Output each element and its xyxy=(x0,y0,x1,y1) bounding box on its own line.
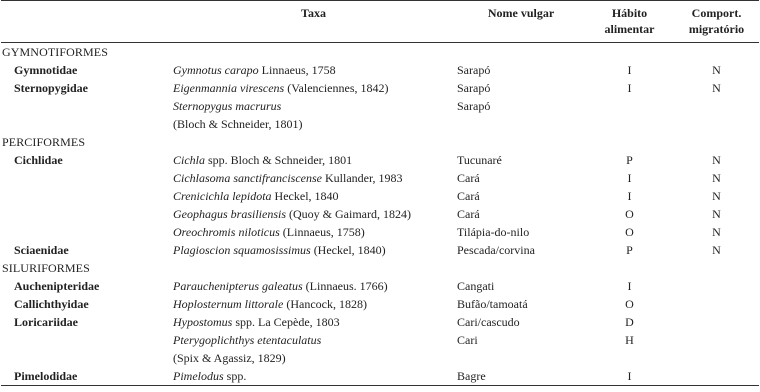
species-line xyxy=(173,331,457,349)
table-header-row xyxy=(1,1,759,43)
table-row xyxy=(1,187,759,205)
migratory-behavior-column-header xyxy=(674,1,759,43)
species-line xyxy=(173,205,457,223)
family-cell: Auchenipteridae xyxy=(14,279,100,293)
migratory-behavior-cell: N xyxy=(712,153,721,167)
migratory-behavior-cell xyxy=(674,313,759,331)
species-cell xyxy=(172,223,457,241)
species-scientific-name: Gymnotus carapo xyxy=(173,63,259,77)
species-line xyxy=(173,79,457,97)
table-body xyxy=(1,43,759,386)
family-cell: Gymnotidae xyxy=(14,63,78,77)
migratory-behavior-cell: N xyxy=(712,225,721,239)
fish-taxa-table xyxy=(1,0,759,386)
species-line xyxy=(173,241,457,259)
family-cell: Sternopygidae xyxy=(14,81,89,95)
common-name-column-header: Nome vulgar xyxy=(457,1,585,43)
common-name-cell: Sarapó xyxy=(457,81,491,95)
family-cell xyxy=(1,331,172,367)
species-scientific-name: Parauchenipterus galeatus xyxy=(173,279,303,293)
order-label: SILURIFORMES xyxy=(2,261,90,275)
migratory-behavior-cell: N xyxy=(712,207,721,221)
common-name-cell: Sarapó xyxy=(457,99,491,113)
table-row xyxy=(1,97,759,133)
feeding-habit-cell: H xyxy=(625,333,634,347)
family-cell: Callichthyidae xyxy=(14,297,89,311)
species-scientific-name: Oreochromis niloticus xyxy=(173,225,280,239)
order-label: PERCIFORMES xyxy=(2,135,86,149)
table-row xyxy=(1,313,759,331)
species-authority: (Linnaeus, 1758) xyxy=(279,225,365,239)
table-row xyxy=(1,61,759,79)
family-cell xyxy=(1,169,172,187)
species-line xyxy=(173,367,457,385)
feeding-habit-header-line-1: Hábito xyxy=(611,6,648,20)
species-cell xyxy=(172,97,457,133)
common-name-cell: Tucunaré xyxy=(457,153,502,167)
species-authority: (Heckel, 1840) xyxy=(310,243,386,257)
species-scientific-name: Cichlasoma sanctifranciscense xyxy=(173,171,322,185)
species-line xyxy=(173,115,457,133)
family-cell: Loricariidae xyxy=(14,315,78,329)
family-cell: Sciaenidae xyxy=(14,243,69,257)
species-authority: (Hancock, 1828) xyxy=(283,297,367,311)
species-authority: Linnaeus, 1758 xyxy=(258,63,336,77)
taxa-column-header: Taxa xyxy=(172,1,457,43)
family-cell xyxy=(1,223,172,241)
family-column-header xyxy=(1,1,172,43)
species-cell xyxy=(172,169,457,187)
order-label: GYMNOTIFORMES xyxy=(2,45,108,59)
species-cell xyxy=(172,79,457,97)
common-name-cell: Cangati xyxy=(457,279,495,293)
feeding-habit-cell: I xyxy=(627,189,632,203)
common-name-cell: Cari/cascudo xyxy=(457,315,520,329)
species-authority: spp. La Cepède, 1803 xyxy=(232,315,340,329)
order-row xyxy=(1,133,759,151)
common-name-cell: Cará xyxy=(457,171,480,185)
feeding-habit-cell: I xyxy=(627,171,632,185)
table-row xyxy=(1,277,759,295)
order-row xyxy=(1,259,759,277)
species-cell xyxy=(172,295,457,313)
species-authority: (Bloch & Schneider, 1801) xyxy=(173,117,303,131)
feeding-habit-cell: O xyxy=(625,297,634,311)
species-line xyxy=(173,187,457,205)
feeding-habit-column-header xyxy=(585,1,674,43)
species-line xyxy=(173,223,457,241)
species-line xyxy=(173,277,457,295)
common-name-cell: Bufão/tamoatá xyxy=(457,297,528,311)
species-cell xyxy=(172,241,457,259)
species-authority: Heckel, 1840 xyxy=(271,189,339,203)
common-name-cell: Cari xyxy=(457,333,478,347)
migratory-behavior-cell xyxy=(674,277,759,295)
species-cell xyxy=(172,313,457,331)
order-row xyxy=(1,43,759,62)
migratory-behavior-cell: N xyxy=(712,243,721,257)
feeding-habit-cell: O xyxy=(625,207,634,221)
species-scientific-name: Hoplosternum littorale xyxy=(173,297,284,311)
species-line xyxy=(173,151,457,169)
migratory-behavior-cell: N xyxy=(712,63,721,77)
family-cell xyxy=(1,187,172,205)
migratory-header-line-1: Comport. xyxy=(691,6,742,20)
common-name-cell: Cará xyxy=(457,189,480,203)
common-name-cell: Cará xyxy=(457,207,480,221)
migratory-behavior-cell: N xyxy=(712,189,721,203)
migratory-behavior-cell xyxy=(674,295,759,313)
feeding-habit-cell: P xyxy=(626,153,633,167)
species-scientific-name: Sternopygus macrurus xyxy=(173,99,282,113)
family-cell: Cichlidae xyxy=(14,153,63,167)
species-cell xyxy=(172,331,457,367)
species-authority: (Spix & Agassiz, 1829) xyxy=(173,351,286,365)
common-name-cell: Sarapó xyxy=(457,63,491,77)
table-row xyxy=(1,241,759,259)
species-authority: spp. Bloch & Schneider, 1801 xyxy=(205,153,353,167)
feeding-habit-cell: I xyxy=(585,367,674,386)
feeding-habit-cell: I xyxy=(627,63,632,77)
common-name-cell: Pescada/corvina xyxy=(457,243,535,257)
species-line xyxy=(173,349,457,367)
species-cell xyxy=(172,277,457,295)
feeding-habit-header-line-2: alimentar xyxy=(604,22,655,36)
family-cell xyxy=(1,97,172,133)
migratory-behavior-cell: N xyxy=(712,81,721,95)
feeding-habit-cell: I xyxy=(627,81,632,95)
species-scientific-name: Geophagus brasiliensis xyxy=(173,207,287,221)
table-row xyxy=(1,151,759,169)
feeding-habit-cell: D xyxy=(625,315,634,329)
species-scientific-name: Eigenmannia virescens xyxy=(173,81,285,95)
species-cell xyxy=(172,367,457,386)
species-cell xyxy=(172,151,457,169)
feeding-habit-cell: I xyxy=(627,279,632,293)
species-authority: (Valenciennes, 1842) xyxy=(284,81,389,95)
species-scientific-name: Plagioscion squamosissimus xyxy=(173,243,311,257)
species-scientific-name: Pimelodus xyxy=(173,369,224,383)
species-line xyxy=(173,61,457,79)
feeding-habit-cell: O xyxy=(625,225,634,239)
table-row xyxy=(1,295,759,313)
species-authority: Kullander, 1983 xyxy=(321,171,403,185)
table-row xyxy=(1,205,759,223)
species-authority: spp. xyxy=(223,369,247,383)
species-cell xyxy=(172,205,457,223)
migratory-behavior-cell: N xyxy=(712,171,721,185)
migratory-behavior-cell xyxy=(674,367,759,386)
species-scientific-name: Crenicichla lepidota xyxy=(173,189,272,203)
family-cell xyxy=(1,205,172,223)
species-line xyxy=(173,169,457,187)
table-row xyxy=(1,169,759,187)
species-cell xyxy=(172,61,457,79)
migratory-behavior-cell xyxy=(674,97,759,133)
migratory-behavior-cell xyxy=(674,331,759,367)
species-authority: (Quoy & Gaimard, 1824) xyxy=(286,207,411,221)
table-row xyxy=(1,79,759,97)
species-line xyxy=(173,295,457,313)
species-authority: (Linnaeus. 1766) xyxy=(302,279,388,293)
species-cell xyxy=(172,187,457,205)
feeding-habit-cell: P xyxy=(626,243,633,257)
common-name-cell: Tilápia-do-nilo xyxy=(457,225,530,239)
species-line xyxy=(173,313,457,331)
species-scientific-name: Cichla xyxy=(173,153,205,167)
table-row xyxy=(1,331,759,367)
common-name-cell: Bagre xyxy=(457,367,585,386)
family-cell: Pimelodidae xyxy=(1,367,172,386)
feeding-habit-cell xyxy=(585,97,674,133)
species-scientific-name: Hypostomus xyxy=(173,315,233,329)
table-row xyxy=(1,367,759,386)
species-line xyxy=(173,97,457,115)
species-scientific-name: Pterygoplichthys etentaculatus xyxy=(173,333,322,347)
migratory-header-line-2: migratório xyxy=(688,22,745,36)
table-row xyxy=(1,223,759,241)
